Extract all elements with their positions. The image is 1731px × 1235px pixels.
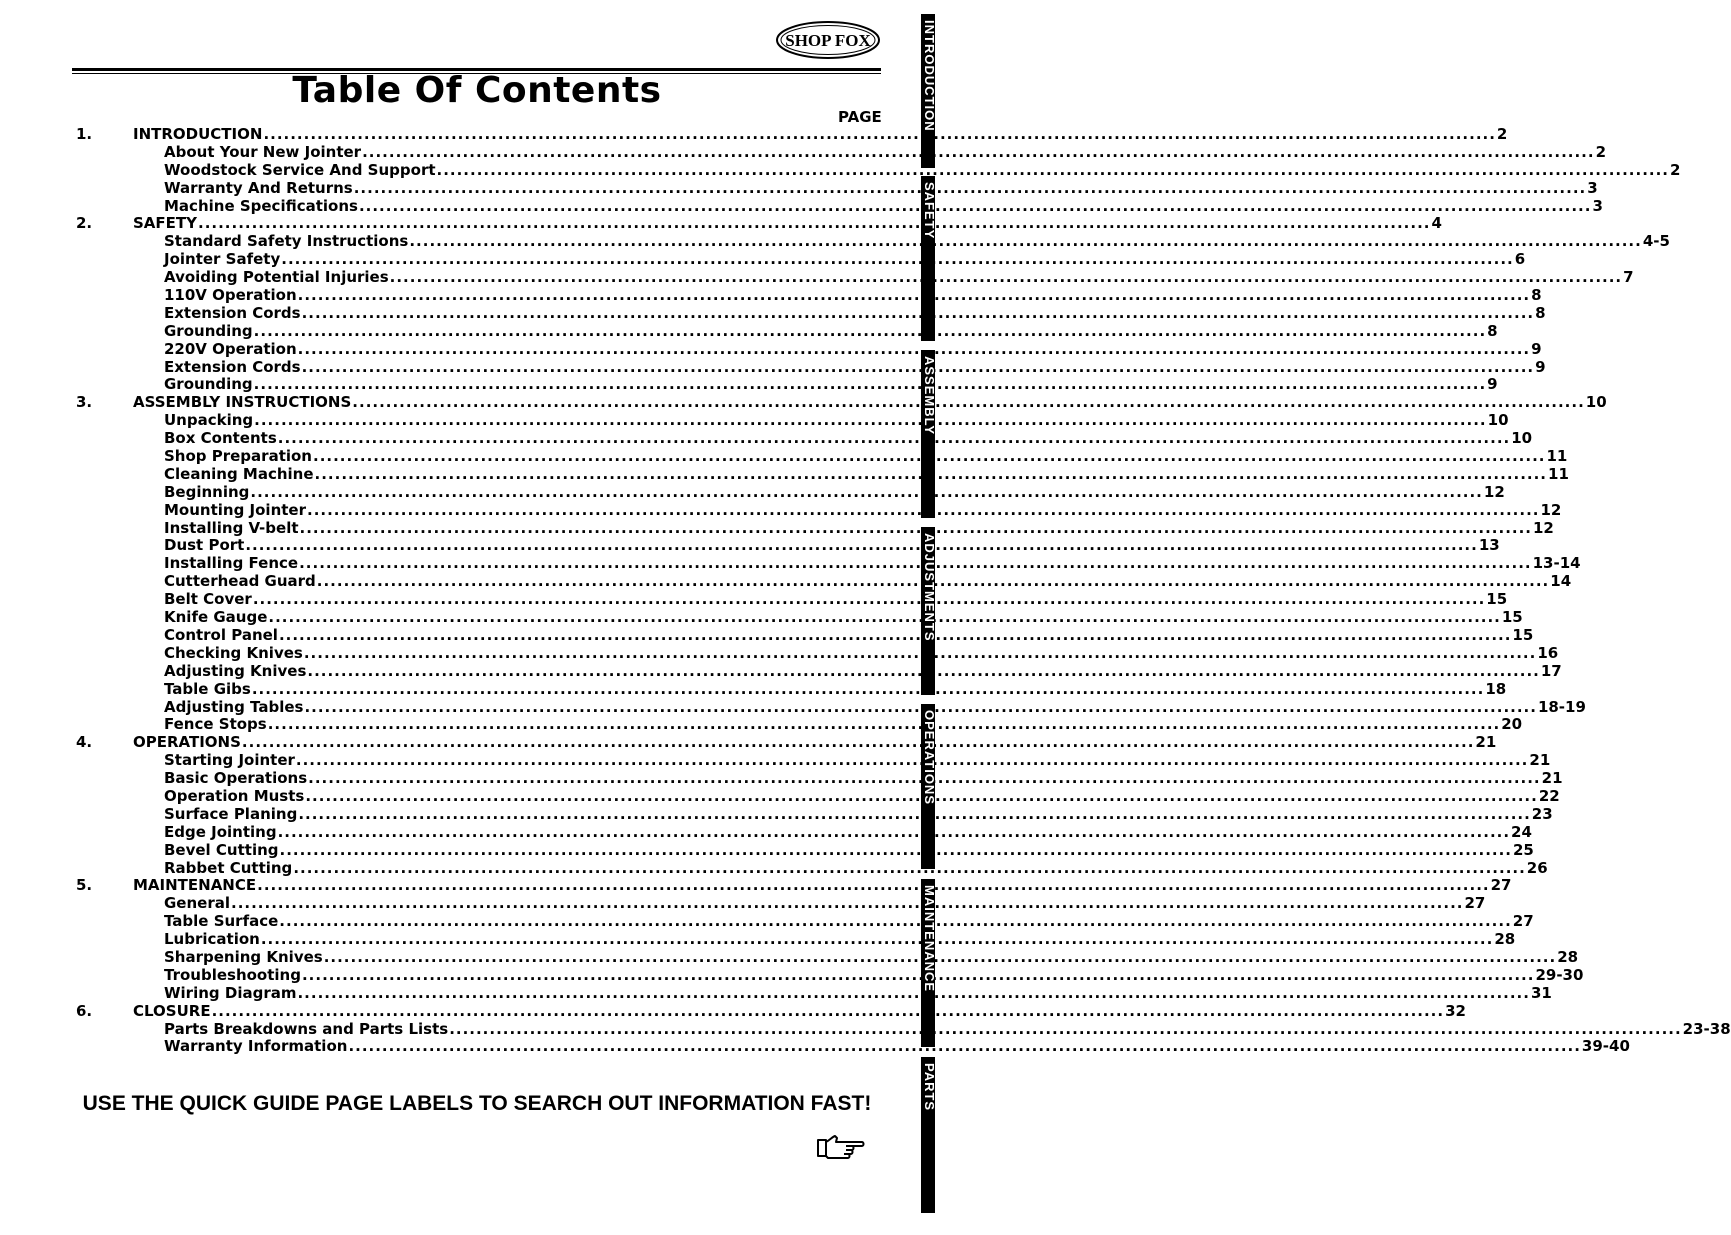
toc-subentry[interactable] xyxy=(76,339,1542,359)
toc-page-number: 27 xyxy=(1464,894,1486,913)
toc-subentry[interactable] xyxy=(76,464,1569,484)
dot-leader xyxy=(252,681,1484,699)
toc-subentry[interactable] xyxy=(76,590,1508,609)
toc-subentry[interactable] xyxy=(76,912,1534,931)
dot-leader xyxy=(362,144,1594,162)
toc-subentry[interactable] xyxy=(76,375,1498,394)
toc-page-number: 10 xyxy=(1585,393,1607,412)
pointing-hand-icon xyxy=(816,1134,866,1160)
toc-subentry[interactable] xyxy=(76,840,1534,860)
toc-label: INTRODUCTION xyxy=(133,125,263,143)
toc-page-number: 12 xyxy=(1533,518,1554,537)
quick-guide-note: USE THE QUICK GUIDE PAGE LABELS TO SEARCH OUT INFORMATION FAST! xyxy=(82,1092,872,1115)
toc-page-number: 25 xyxy=(1513,840,1534,859)
toc-label: MAINTENANCE xyxy=(133,876,257,895)
toc-page-number: 18-19 xyxy=(1537,697,1586,716)
toc-subentry[interactable] xyxy=(76,769,1563,788)
logo-text: SHOP FOX xyxy=(785,31,871,50)
toc-subentry[interactable] xyxy=(76,661,1562,681)
toc-subentry[interactable] xyxy=(76,983,1552,1003)
toc-number: 1. xyxy=(76,125,93,143)
tab-maintenance[interactable]: MAINTENANCE xyxy=(921,879,935,1047)
dot-leader xyxy=(253,591,1485,609)
tab-assembly[interactable]: ASSEMBLY xyxy=(921,350,935,518)
toc-number: 4. xyxy=(76,733,93,752)
dot-leader xyxy=(231,895,1463,913)
dot-leader xyxy=(300,520,1532,538)
dot-leader xyxy=(352,394,1584,412)
toc-subentry[interactable] xyxy=(76,482,1505,502)
dot-leader xyxy=(390,269,1622,287)
shop-fox-logo xyxy=(775,20,881,60)
toc-page-number: 9 xyxy=(1531,339,1542,358)
toc-label: Grounding xyxy=(164,375,253,394)
toc-label: Mounting Jointer xyxy=(164,500,306,519)
dot-leader xyxy=(324,949,1556,967)
toc-label: Table Surface xyxy=(164,912,279,931)
toc-label: Extension Cords xyxy=(164,357,301,376)
dot-leader xyxy=(250,484,1482,502)
toc-page-number: 9 xyxy=(1487,375,1498,394)
toc-page-number: 21 xyxy=(1541,769,1563,788)
toc-page-number: 9 xyxy=(1535,357,1546,376)
toc-page-number: 12 xyxy=(1483,482,1505,501)
toc-page-number: 13-14 xyxy=(1532,554,1581,573)
toc-label: Standard Safety Instructions xyxy=(164,232,409,251)
toc-page-number: 23-38 xyxy=(1682,1019,1731,1038)
toc-page-number: 4 xyxy=(1431,214,1442,233)
toc-subentry[interactable] xyxy=(76,751,1551,770)
dot-leader xyxy=(299,555,1531,573)
toc-page-number: 27 xyxy=(1490,876,1512,895)
toc-subentry[interactable] xyxy=(76,947,1579,967)
toc-subentry[interactable] xyxy=(76,572,1572,591)
toc-subentry[interactable] xyxy=(76,196,1603,216)
toc-subentry[interactable] xyxy=(76,643,1559,663)
toc-label: Beginning xyxy=(164,482,250,501)
toc-subentry[interactable] xyxy=(76,303,1546,323)
toc-subentry[interactable] xyxy=(76,804,1553,824)
toc-label: Control Panel xyxy=(164,625,278,644)
toc-label: Unpacking xyxy=(164,411,254,430)
toc-page-number: 3 xyxy=(1587,178,1598,197)
toc-page-number: 39-40 xyxy=(1581,1037,1630,1056)
toc-subentry[interactable] xyxy=(76,250,1526,269)
toc-subentry[interactable] xyxy=(76,321,1498,341)
page-title: Table Of Contents xyxy=(292,70,662,111)
toc-label: Rabbet Cutting xyxy=(164,858,293,877)
toc-label: 110V Operation xyxy=(164,286,297,305)
toc-page-number: 10 xyxy=(1511,429,1533,448)
dot-leader xyxy=(409,233,1641,251)
toc-subentry[interactable] xyxy=(76,142,1606,162)
toc-page-number: 11 xyxy=(1548,464,1569,483)
dot-leader xyxy=(293,860,1525,878)
toc-page-number: 27 xyxy=(1512,912,1534,931)
toc-label: Basic Operations xyxy=(164,769,308,788)
toc-subentry[interactable] xyxy=(76,232,1670,251)
toc-label: Warranty And Returns xyxy=(164,178,353,197)
dot-leader xyxy=(281,251,1513,269)
dot-leader xyxy=(302,305,1534,323)
toc-page-number: 8 xyxy=(1535,303,1546,322)
toc-section[interactable] xyxy=(76,733,1497,752)
toc-page-number: 10 xyxy=(1487,411,1509,430)
toc-subentry[interactable] xyxy=(76,500,1562,520)
toc-page-number: 23 xyxy=(1531,804,1553,823)
toc-label: Avoiding Potential Injuries xyxy=(164,268,389,287)
toc-page-number: 6 xyxy=(1514,250,1526,269)
toc-label: Edge Jointing xyxy=(164,822,277,841)
toc-label: Starting Jointer xyxy=(164,751,295,770)
toc-label: About Your New Jointer xyxy=(164,142,362,161)
toc-label: Installing V-belt xyxy=(164,518,299,537)
toc-subentry[interactable] xyxy=(76,518,1554,538)
toc-subentry[interactable] xyxy=(76,160,1681,180)
tab-parts[interactable]: PARTS xyxy=(921,1057,935,1213)
toc-page-number: 31 xyxy=(1530,983,1552,1002)
toc-page-number: 15 xyxy=(1501,608,1523,627)
dot-leader xyxy=(298,806,1530,824)
toc-label: 220V Operation xyxy=(164,339,297,358)
toc-label: Woodstock Service And Support xyxy=(164,160,436,179)
toc-page-number: 22 xyxy=(1538,786,1560,805)
toc-label: OPERATIONS xyxy=(133,733,241,752)
dot-leader xyxy=(254,323,1486,341)
toc-page-number: 16 xyxy=(1537,643,1559,662)
toc-subentry[interactable] xyxy=(76,679,1507,699)
toc-subentry[interactable] xyxy=(76,268,1634,287)
page-column-label: PAGE xyxy=(838,108,882,126)
toc-subentry[interactable] xyxy=(76,357,1546,377)
dot-leader xyxy=(280,842,1512,860)
toc-page-number: 20 xyxy=(1501,715,1523,734)
toc-label: Surface Planing xyxy=(164,804,298,823)
toc-section[interactable] xyxy=(76,876,1512,895)
toc-page-number: 2 xyxy=(1496,125,1508,143)
toc-subentry[interactable] xyxy=(76,894,1486,913)
toc-label: Jointer Safety xyxy=(164,250,281,269)
toc-label: Cutterhead Guard xyxy=(164,572,316,591)
toc-subentry[interactable] xyxy=(76,178,1598,198)
toc-label: Operation Musts xyxy=(164,786,305,805)
dot-leader xyxy=(245,537,1477,555)
dot-leader xyxy=(263,126,1495,144)
toc-label: SAFETY xyxy=(133,214,197,233)
toc-label: Dust Port xyxy=(164,536,245,555)
dot-leader xyxy=(261,931,1493,949)
toc-number: 5. xyxy=(76,876,93,895)
toc-subentry[interactable] xyxy=(76,447,1568,466)
toc-subentry[interactable] xyxy=(76,1019,1731,1039)
toc-label: Grounding xyxy=(164,321,253,340)
toc-subentry[interactable] xyxy=(76,858,1548,878)
toc-number: 6. xyxy=(76,1001,93,1020)
dot-leader xyxy=(302,967,1534,985)
dot-leader xyxy=(298,287,1530,305)
toc-page-number: 3 xyxy=(1592,196,1603,215)
tab-adjustments[interactable]: ADJUSTMENTS xyxy=(921,527,935,695)
toc-subentry[interactable] xyxy=(76,429,1533,448)
toc-label: Box Contents xyxy=(164,429,277,448)
toc-subentry[interactable] xyxy=(76,822,1532,842)
toc-page-number: 17 xyxy=(1540,661,1562,680)
toc-subentry[interactable] xyxy=(76,1037,1630,1056)
dot-leader xyxy=(296,752,1528,770)
dot-leader xyxy=(268,609,1500,627)
toc-label: Knife Gauge xyxy=(164,608,268,627)
tab-operations[interactable]: OPERATIONS xyxy=(921,704,935,869)
toc-page-number: 4-5 xyxy=(1642,232,1670,251)
dot-leader xyxy=(354,180,1586,198)
toc-page-number: 21 xyxy=(1475,733,1497,752)
toc-page-number: 28 xyxy=(1494,930,1516,949)
dot-leader xyxy=(359,198,1591,216)
toc-label: General xyxy=(164,894,230,913)
dot-leader xyxy=(254,376,1486,394)
toc-page-number: 18 xyxy=(1485,679,1507,698)
toc-number: 3. xyxy=(76,393,93,412)
toc-subentry[interactable] xyxy=(76,536,1500,555)
tab-introduction[interactable]: INTRODUCTION xyxy=(921,14,935,168)
toc-page-number: 11 xyxy=(1546,447,1568,466)
dot-leader xyxy=(297,985,1529,1003)
dot-leader xyxy=(268,716,1500,734)
toc-page-number: 13 xyxy=(1478,536,1500,555)
toc-page-number: 29-30 xyxy=(1535,965,1584,984)
dot-leader xyxy=(449,1021,1681,1039)
dot-leader xyxy=(242,734,1474,752)
toc-label: Adjusting Tables xyxy=(164,697,304,716)
toc-page-number: 8 xyxy=(1487,321,1498,340)
toc-label: Warranty Information xyxy=(164,1037,348,1056)
toc-label: Adjusting Knives xyxy=(164,661,307,680)
dot-leader xyxy=(278,824,1510,842)
toc-page-number: 24 xyxy=(1511,822,1532,841)
toc-label: Parts Breakdowns and Parts Lists xyxy=(164,1019,449,1038)
toc-page-number: 32 xyxy=(1445,1001,1466,1020)
toc-section[interactable] xyxy=(76,393,1607,412)
dot-leader xyxy=(279,913,1511,931)
toc-label: Extension Cords xyxy=(164,303,301,322)
toc-page-number: 21 xyxy=(1529,751,1551,770)
toc-subentry[interactable] xyxy=(76,625,1534,645)
dot-leader xyxy=(278,430,1510,448)
toc-label: Belt Cover xyxy=(164,590,252,609)
toc-label: CLOSURE xyxy=(133,1001,211,1020)
toc-subentry[interactable] xyxy=(76,554,1581,573)
dot-leader xyxy=(437,162,1669,180)
dot-leader xyxy=(279,627,1511,645)
toc-subentry[interactable] xyxy=(76,608,1523,627)
dot-leader xyxy=(198,215,1430,233)
toc-page-number: 7 xyxy=(1623,268,1634,287)
toc-label: Sharpening Knives xyxy=(164,947,323,966)
toc-subentry[interactable] xyxy=(76,411,1509,430)
toc-page-number: 15 xyxy=(1486,590,1508,609)
toc-subentry[interactable] xyxy=(76,715,1523,734)
toc-label: Shop Preparation xyxy=(164,447,312,466)
toc-page-number: 26 xyxy=(1526,858,1548,877)
toc-page-number: 14 xyxy=(1550,572,1572,591)
toc-subentry[interactable] xyxy=(76,697,1586,717)
toc-label: Wiring Diagram xyxy=(164,983,297,1002)
toc-label: Troubleshooting xyxy=(164,965,301,984)
toc-page-number: 2 xyxy=(1595,142,1606,161)
toc-label: Lubrication xyxy=(164,930,260,949)
toc-label: Installing Fence xyxy=(164,554,299,573)
toc-section[interactable] xyxy=(76,125,1508,144)
tab-safety[interactable]: SAFETY xyxy=(921,176,935,341)
dot-leader xyxy=(212,1003,1444,1021)
dot-leader xyxy=(302,359,1534,377)
toc-page-number: 2 xyxy=(1670,160,1681,179)
toc-page-number: 8 xyxy=(1531,286,1542,305)
toc-label: Checking Knives xyxy=(164,643,303,662)
toc-label: Fence Stops xyxy=(164,715,267,734)
toc-subentry[interactable] xyxy=(76,965,1584,985)
dot-leader xyxy=(298,341,1530,359)
dot-leader xyxy=(257,877,1489,895)
toc-label: Table Gibs xyxy=(164,679,251,698)
toc-page-number: 15 xyxy=(1512,625,1534,644)
toc-subentry[interactable] xyxy=(76,786,1560,806)
toc-subentry[interactable] xyxy=(76,286,1542,305)
toc-label: Bevel Cutting xyxy=(164,840,279,859)
dot-leader xyxy=(254,412,1486,430)
toc-section[interactable] xyxy=(76,1001,1466,1021)
toc-subentry[interactable] xyxy=(76,930,1516,949)
toc-number: 2. xyxy=(76,214,93,233)
toc-label: ASSEMBLY INSTRUCTIONS xyxy=(133,393,352,412)
toc-page-number: 28 xyxy=(1557,947,1579,966)
toc-page-number: 12 xyxy=(1540,500,1562,519)
dot-leader xyxy=(348,1038,1580,1056)
toc-label: Cleaning Machine xyxy=(164,464,314,483)
toc-section[interactable] xyxy=(76,214,1442,233)
toc-label: Machine Specifications xyxy=(164,196,358,215)
